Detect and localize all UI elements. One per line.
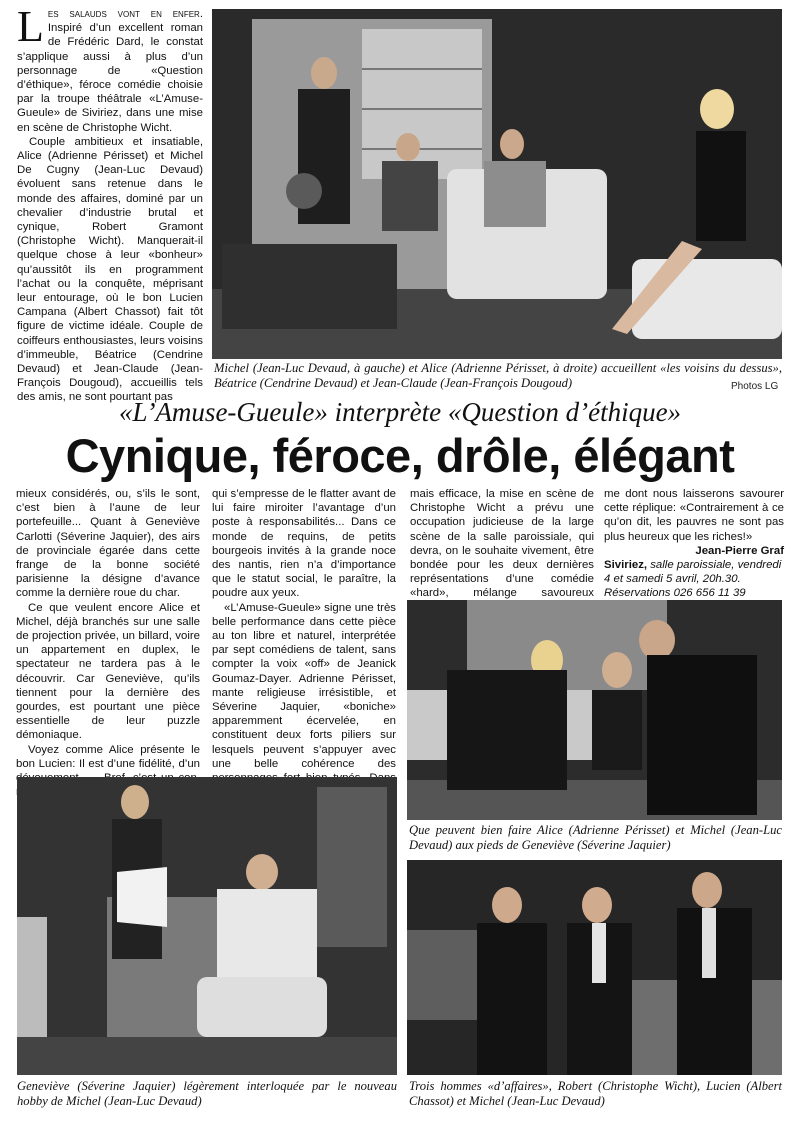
kicker: «L’Amuse-Gueule» interprète «Question d’éthique» (118, 397, 682, 427)
paragraph: «L’Amuse-Gueule» signe une très belle performance dans cette pièce au ton libre et naturel, interprétée par sept comédiens de talent, sans compter la voix «off» de Jeanick Goumaz-Dayer. Adrienne Périsset, mante religieuse irrésistible, et Séverine Jaquier, «boniche» apparemment écervelée, en constituent deux forts piliers sur lesquels peuvent s’appuyer avec une belle cohérence des (212, 601, 396, 770)
photo-middle-right-scene (407, 600, 782, 820)
author-signature: Jean-Pierre Graf (695, 544, 784, 557)
article-column-2 (16, 487, 200, 770)
caption-bottom-right-photo: Trois hommes «d’affaires», Robert (Christophe Wicht), Lucien (Albert Chassot) et Michel (Jean-Luc Devaud) (409, 1079, 782, 1108)
photo-top-living-room-scene (212, 9, 782, 359)
paragraph: Ce que veulent encore Alice et Michel, déjà branchés sur une salle de projection privée, un billard, voire un appartement en duplex, le spectateur ne tardera pas à le découvrir. Car Geneviève, qu’ils tiennent pour la dernière des gourdes, est pourtant une pièce essentielle de leur puzzle démoniaque. (16, 601, 200, 742)
dropcap-letter: L (17, 2, 44, 51)
paragraph: mieux considérés, ou, s’ils le sont, c’est bien à l’aune de leur portefeuille... Quant à Geneviève Carlotti (Séverine Jaquier), des airs de provinciale égarée dans cette frange de la bonne société parisienne la désigne d’avance comme la dernière roue du char. (16, 488, 200, 600)
caption-top-photo: Michel (Jean-Luc Devaud, à gauche) et Alice (Adrienne Périsset, à droite) accueillent «les voisins du dessus», Béatrice (Cendrine Devaud) et Jean-Claude (Jean-François Dougoud) (214, 361, 782, 390)
paragraph: mais efficace, la mise en scène de Christophe Wicht a prévu une occupation judicieuse de la large scène de la salle paroissiale, qui devra, on le souhaite vivement, être bondée pour les deux dernières représentations d’une comédie «hard», mélange savoureux (410, 488, 594, 600)
photo-bottom-right-scene (407, 860, 782, 1075)
photo-credit: Photos LG (731, 381, 779, 392)
headline: Cynique, féroce, drôle, élégant (65, 429, 735, 482)
lead-text: Inspiré d’un excellent roman de Frédéric Dard, le constat s’applique aussi à plus d’un personnage de «Question d’éthique», féroce comédie choisie par la troupe théâtrale «L’Amuse-Gueule» de Siviriez, dans une mise en scène de Christophe Wicht. (17, 22, 203, 134)
lead-paragraph (17, 2, 203, 135)
paragraph: Couple ambitieux et insatiable, Alice (Adrienne Périsset) et Michel De Cugny (Jean-Luc Devaud) évoluent sans retenue dans le monde des affaires, dominé par un chevalier d’industrie brutal et cynique, Robert Gramont (Christophe Wicht). Manquerait-il quelque chose à leur «bonheur» qu’aussitôt ils en programment l’achat ou la conquête, méprisant leur entourage, où le bon Lucien Campana (Albert Chassot) fait tôt figure de victime idéale. Couple de coiffeurs enthousiastes, leurs voisins d’immeuble, Béatrice (Cendrine Devaud) et Jean-Claude (Jean-François Dougoud), accueillis tels des amis, ne sont pourtant pas (17, 135, 203, 404)
article-column-1 (17, 2, 203, 404)
paragraph: qui s’empresse de le flatter avant de lui faire miroiter l’avantage d’un poste à responsabilités... Dans ce monde de requins, de petits bourgeois invités à la grande noce des nantis, rien n’a d’importance que le statut social, le paraître, la poudre aux yeux. (212, 488, 396, 600)
paragraph: Voyez comme Alice présente le bon Lucien: Il est d’une fidélité, d’un (16, 743, 200, 770)
paragraph: me dont nous laisserons savourer cette réplique: «Contrairement à ce qu’on dit, les pauvres ne sont pas plus heureux que les riches!» (604, 488, 784, 543)
article-column-5 (604, 487, 784, 600)
article-column-3 (212, 487, 396, 770)
caption-middle-right-photo: Que peuvent bien faire Alice (Adrienne Périsset) et Michel (Jean-Luc Devaud) aux pieds de Geneviève (Séverine Jaquier) (409, 823, 782, 852)
lead-smallcaps: es salauds vont en enfer. (47, 8, 203, 20)
caption-bottom-left-photo: Geneviève (Séverine Jaquier) légèrement interloquée par le nouveau hobby de Michel (Jean-Luc Devaud) (17, 1079, 397, 1108)
event-info (604, 558, 784, 601)
event-place: Siviriez, (604, 559, 648, 572)
event-details: salle paroissiale, vendredi 4 et samedi 5 avril, 20h.30. Réservations 026 656 11 39 (604, 559, 782, 600)
article-column-4 (410, 487, 594, 600)
photo-bottom-left-scene (17, 777, 397, 1075)
